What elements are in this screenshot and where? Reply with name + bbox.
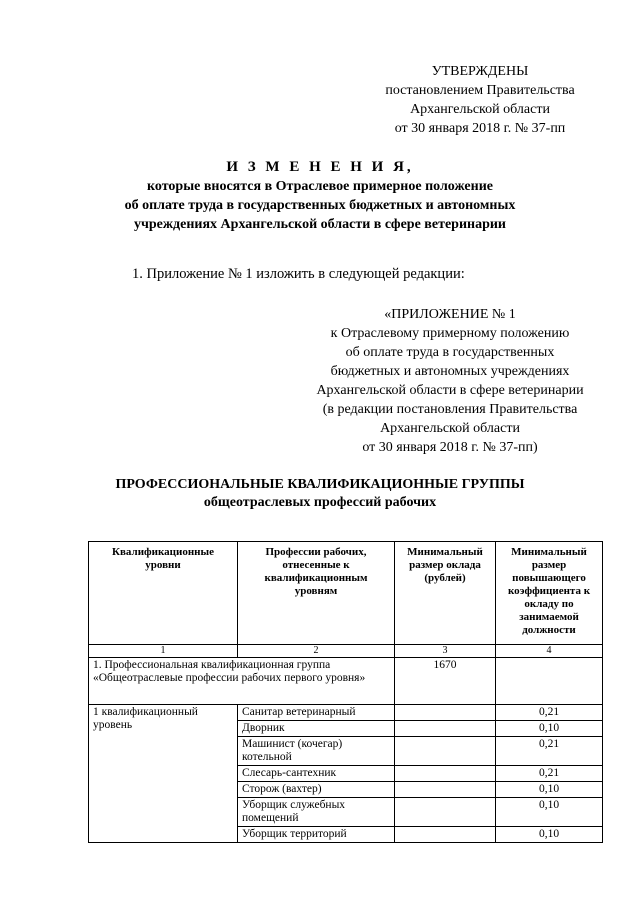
approval-line: постановлением Правительства bbox=[385, 83, 575, 98]
salary-cell bbox=[395, 721, 496, 737]
table-group-row bbox=[89, 658, 603, 705]
title-word: И З М Е Н Е Н И Я, bbox=[226, 159, 414, 175]
table-header-cell: Минимальный размер повышающего коэффициента к окладу по занимаемой должности bbox=[496, 542, 603, 645]
appendix-line: об оплате труда в государственных bbox=[345, 345, 555, 360]
approval-stamp bbox=[370, 62, 590, 138]
level-cell: 1 квалификационный уровень bbox=[89, 705, 238, 843]
salary-cell bbox=[395, 798, 496, 827]
table-row bbox=[89, 705, 603, 721]
appendix-header bbox=[290, 305, 610, 457]
appendix-line: к Отраслевому примерному положению bbox=[330, 326, 570, 341]
coef-cell: 0,10 bbox=[496, 827, 603, 843]
table-header-cell: Квалификационные уровни bbox=[89, 542, 238, 645]
group-coef-cell bbox=[496, 658, 603, 705]
appendix-line: Архангельской области в сфере ветеринарии bbox=[316, 383, 584, 398]
title-line: учреждениях Архангельской области в сфере ветеринарии bbox=[134, 217, 506, 232]
table-header-cell: Профессии рабочих, отнесенные к квалификационным уровням bbox=[238, 542, 395, 645]
salary-cell bbox=[395, 827, 496, 843]
coef-cell: 0,21 bbox=[496, 705, 603, 721]
profession-cell: Санитар ветеринарный bbox=[238, 705, 395, 721]
table-header-cell: Минимальный размер оклада (рублей) bbox=[395, 542, 496, 645]
group-salary-cell: 1670 bbox=[395, 658, 496, 705]
column-number: 2 bbox=[238, 645, 395, 658]
salary-cell bbox=[395, 737, 496, 766]
column-number: 3 bbox=[395, 645, 496, 658]
salary-cell bbox=[395, 766, 496, 782]
appendix-line: бюджетных и автономных учреждениях bbox=[330, 364, 570, 379]
appendix-line: от 30 января 2018 г. № 37-пп) bbox=[362, 440, 538, 455]
profession-cell: Уборщик территорий bbox=[238, 827, 395, 843]
column-number: 1 bbox=[89, 645, 238, 658]
approval-line: Архангельской области bbox=[410, 102, 550, 117]
table-header-row bbox=[89, 542, 603, 645]
section-title-subline: общеотраслевых профессий рабочих bbox=[203, 495, 437, 510]
approval-heading: УТВЕРЖДЕНЫ bbox=[431, 64, 529, 79]
column-number: 4 bbox=[496, 645, 603, 658]
section-title bbox=[80, 476, 560, 512]
document-title bbox=[80, 158, 560, 234]
salary-cell bbox=[395, 782, 496, 798]
section-title-line: ПРОФЕССИОНАЛЬНЫЕ КВАЛИФИКАЦИОННЫЕ ГРУППЫ bbox=[115, 477, 525, 492]
profession-cell: Слесарь-сантехник bbox=[238, 766, 395, 782]
profession-cell: Дворник bbox=[238, 721, 395, 737]
table-column-numbers-row bbox=[89, 645, 603, 658]
item-1-text: 1. Приложение № 1 изложить в следующей редакции: bbox=[132, 266, 465, 282]
profession-cell: Сторож (вахтер) bbox=[238, 782, 395, 798]
approval-line: от 30 января 2018 г. № 37-пп bbox=[394, 121, 566, 136]
profession-cell: Уборщик служебных помещений bbox=[238, 798, 395, 827]
profession-cell: Машинист (кочегар) котельной bbox=[238, 737, 395, 766]
title-line: об оплате труда в государственных бюджетных и автономных bbox=[124, 198, 516, 213]
title-line: которые вносятся в Отраслевое примерное положение bbox=[147, 179, 493, 194]
coef-cell: 0,10 bbox=[496, 798, 603, 827]
group-name-cell: 1. Профессиональная квалификационная группа «Общеотраслевые профессии рабочих первого уровня» bbox=[89, 658, 395, 705]
coef-cell: 0,10 bbox=[496, 782, 603, 798]
appendix-line: Архангельской области bbox=[380, 421, 520, 436]
coef-cell: 0,10 bbox=[496, 721, 603, 737]
appendix-line: «ПРИЛОЖЕНИЕ № 1 bbox=[384, 307, 516, 322]
coef-cell: 0,21 bbox=[496, 737, 603, 766]
coef-cell: 0,21 bbox=[496, 766, 603, 782]
qualification-table bbox=[88, 541, 603, 843]
appendix-line: (в редакции постановления Правительства bbox=[322, 402, 578, 417]
salary-cell bbox=[395, 705, 496, 721]
